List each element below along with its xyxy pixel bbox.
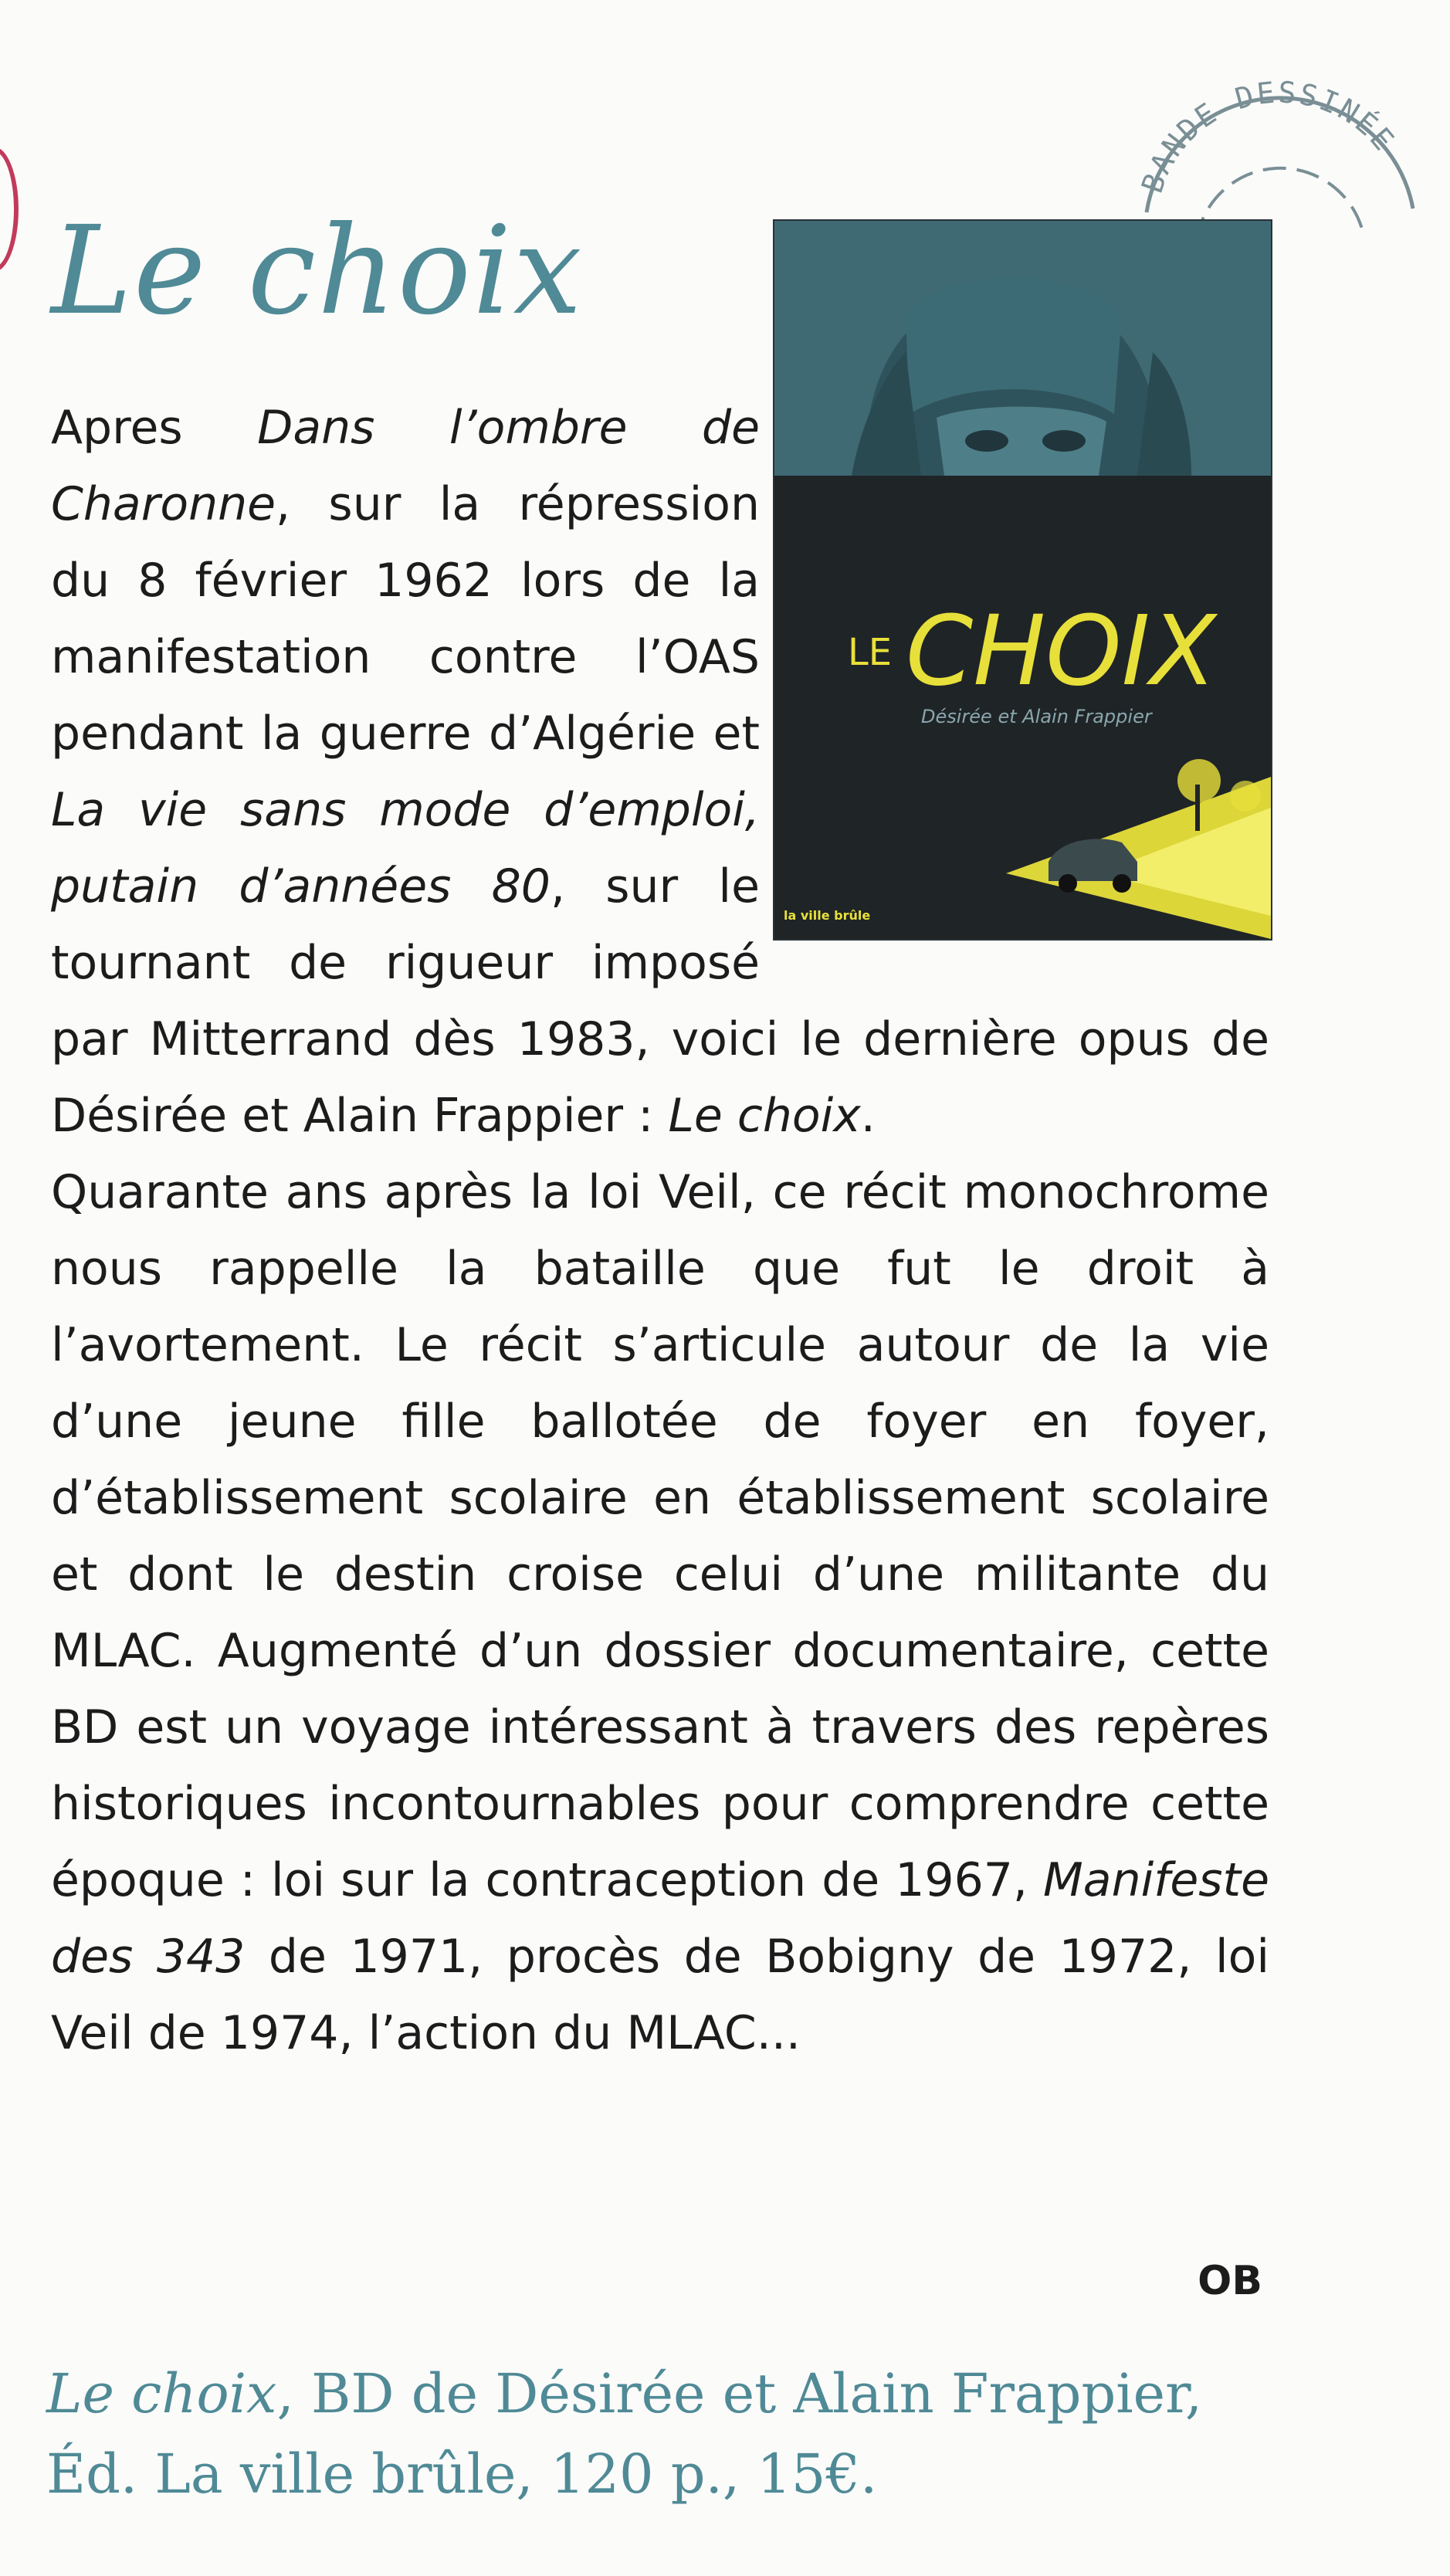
article-body [51, 390, 1269, 2072]
paragraph-2-segment: Manifeste des 343 [51, 1853, 1269, 1984]
paragraph-1-segment: , sur la répression du 8 février 1962 lors de la manifestation contre l’OAS pendant la guerre d’Algérie et [51, 477, 760, 761]
edge-decoration [0, 147, 19, 272]
paragraph-2-segment: de 1971, procès de Bobigny de 1972, loi Veil de 1974, l’action du MLAC... [51, 1930, 1270, 2060]
paragraph-1-segment: . [860, 1089, 876, 1143]
stamp-text: BANDE DESSINÉE [1134, 75, 1402, 198]
paragraph-1-segment: Apres [51, 401, 258, 455]
book-credits [46, 2354, 1251, 2514]
paragraph-2-segment: Quarante ans après la loi Veil, ce récit monochrome nous rappelle la bataille que fut le droit à l’avortement. Le récit s’articule autour de la vie d’une jeune fille ballotée de foyer en foyer, d’établissement scolaire en établissement scolaire et dont le destin croise celui d’une militante du MLAC. Augmenté d’un dossier documentaire, cette BD est un voyage intéressant à travers des repères historiques incontournables pour comprendre cette époque : loi sur la contraception de 1967, [51, 1165, 1269, 1907]
paragraph-1-segment: Dans l’ombre de Charonne [51, 401, 761, 531]
paragraph-1-segment: La vie sans mode d’emploi, putain d’années 80 [51, 783, 760, 913]
cover-title-big: CHOIX [906, 595, 1217, 707]
credits-segment: , BD de Désirée et Alain Frappier, Éd. La ville brûle, 120 p., 15€. [46, 2362, 1203, 2506]
author-signature: OB [1198, 2258, 1262, 2304]
cover-title-small: LE [848, 631, 893, 674]
paragraph-1-segment: , sur le tournant de rigueur imposé par Mitterrand dès 1983, voici le dernière opus de Désirée et Alain Frappier : [51, 859, 1269, 1143]
paragraph-1-segment: Le choix [668, 1089, 861, 1143]
credits-segment: Le choix [46, 2362, 277, 2425]
cover-publisher-logo: la ville brûle [784, 908, 871, 923]
article-title: Le choix [51, 200, 584, 342]
cover-authors: Désirée et Alain Frappier [921, 706, 1152, 727]
cover-wrap-space [760, 390, 1269, 1000]
article-paragraph-2 [51, 1154, 1269, 2072]
